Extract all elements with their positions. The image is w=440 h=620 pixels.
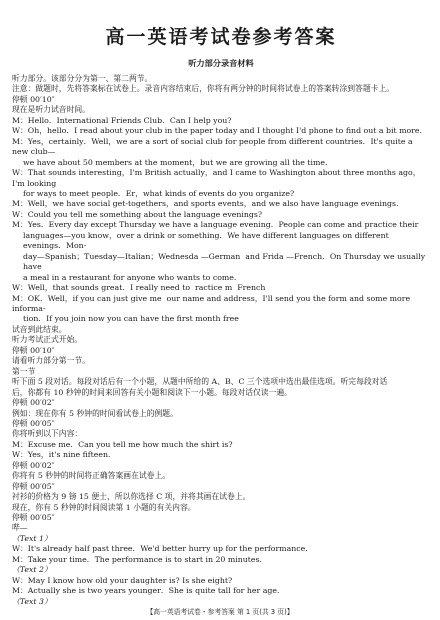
transcript-line: （Text 2） [12, 565, 52, 575]
transcript-line: 停顿 00′02″ [12, 460, 55, 470]
transcript-line: 停顿 00′05″ [12, 418, 55, 428]
transcript-line: W：Yes，it's nine fifteen. [12, 450, 111, 460]
page-title: 高一英语考试卷参考答案 [105, 26, 337, 48]
transcript-line: W：Could you tell me something about the language evenings? [12, 209, 263, 219]
transcript-line: W：It's already half past three．We'd better hurry up for the performance. [12, 544, 308, 554]
transcript-line: 停顿 00′05″ [12, 513, 55, 523]
transcript-line: M：Actually she is two years younger．She is quite tall for her age. [12, 586, 280, 596]
transcript-line: 停顿 00′10″ [12, 345, 55, 355]
transcript-line: 停顿 00′05″ [12, 481, 55, 491]
transcript-line: W：That sounds interesting，I'm British actually，and I came to Washington about three months ago，I'm looking [12, 168, 421, 188]
transcript-line: 停顿 00′02″ [12, 398, 55, 408]
transcript-line: M：Hello．International Friends Club．Can I help you? [12, 115, 232, 125]
transcript-line: （Text 1） [12, 533, 52, 543]
transcript-line: tion．If you join now you can have the first month free [23, 314, 239, 324]
transcript-line: 试音到此结束。 [12, 324, 67, 334]
section-subtitle: 听力部分录音材料 [188, 58, 254, 68]
transcript-line: 停顿 00′10″ [12, 94, 55, 104]
transcript-line: M：Excuse me．Can you tell me how much the shirt is? [12, 439, 233, 449]
transcript-line: M：Yes．Every day except Thursday we have a language evening．People can come and practice their [12, 220, 419, 230]
transcript-line: 后，你都有 10 秒钟的时间来回答有关小题和阅读下一小题。每段对话仅读一遍。 [12, 387, 292, 397]
transcript-line: 现在，你有 5 秒钟的时间阅读第 1 小题的有关内容。 [12, 502, 196, 512]
transcript-body [12, 74, 430, 607]
transcript-line: 请看听力部分第一节。 [12, 356, 90, 366]
transcript-line: a meal in a restaurant for anyone who wants to come. [23, 272, 237, 282]
transcript-line: 第一节 [12, 366, 36, 376]
transcript-line: 听力考试正式开始。 [12, 335, 83, 345]
transcript-line: 注意：做题时，先将答案标在试卷上。录音内容结束后，你将有两分钟的时间将试卷上的答案转涂到答题卡上。 [12, 84, 395, 94]
transcript-line: 哔— [12, 523, 28, 533]
transcript-line: 衬衫的价格为 9 镑 15 便士，所以你选择 C 项，并将其画在试卷上。 [12, 492, 251, 502]
transcript-line: M：Well，we have social get-togethers，and sports events，and we also have language evenings. [12, 199, 399, 209]
transcript-line: M：OK．Well，if you can just give me our name and address，I'll send you the form and some more informa- [12, 293, 413, 313]
transcript-line: 你将有 5 秒钟的时间将正确答案画在试卷上。 [12, 471, 171, 481]
transcript-line: （Text 3） [12, 596, 52, 606]
transcript-line: day—Spanish；Tuesday—Italian；Wednesda —German and Frida —French．On Thursday we usually have [23, 251, 428, 272]
transcript-line: 你将听到以下内容： [12, 429, 83, 439]
transcript-line: 现在是听力试音时间。 [12, 105, 90, 115]
transcript-line: we have about 50 members at the moment，but we are growing all the time. [23, 157, 328, 167]
transcript-line: W：May I know how old your daughter is? Is she eight? [12, 575, 233, 585]
transcript-line: W：Oh，hello．I read about your club in the paper today and I thought I'd phone to find out a bit more. [12, 126, 422, 136]
page-footer: 【高一英语考试卷・参考答案 第 1 页(共 3 页)】 [146, 608, 294, 616]
transcript-line: W：Well，that sounds great．I really need to ractice m French [12, 283, 266, 293]
transcript-line: M：Yes，certainly．Well，we are a sort of social club for people from different countries．It's quite a new club— [12, 136, 416, 157]
transcript-line: for ways to meet people．Er，what kinds of events do you organize? [23, 188, 295, 198]
transcript-line: 听下面 5 段对话。每段对话后有一个小题，从题中所给的 A、B、C 三个选项中选出最佳选项。听完每段对话 [12, 377, 388, 387]
transcript-line: 听力部分。该部分分为第一、第二两节。 [12, 74, 153, 83]
transcript-line: 例如：现在你有 5 秒钟的时间看试卷上的例题。 [12, 408, 178, 418]
transcript-line: languages—you know，over a drink or something．We have different languages on different evenings．Mon- [23, 230, 392, 251]
transcript-line: M：Take your time．The performance is to start in 20 minutes. [12, 554, 263, 564]
